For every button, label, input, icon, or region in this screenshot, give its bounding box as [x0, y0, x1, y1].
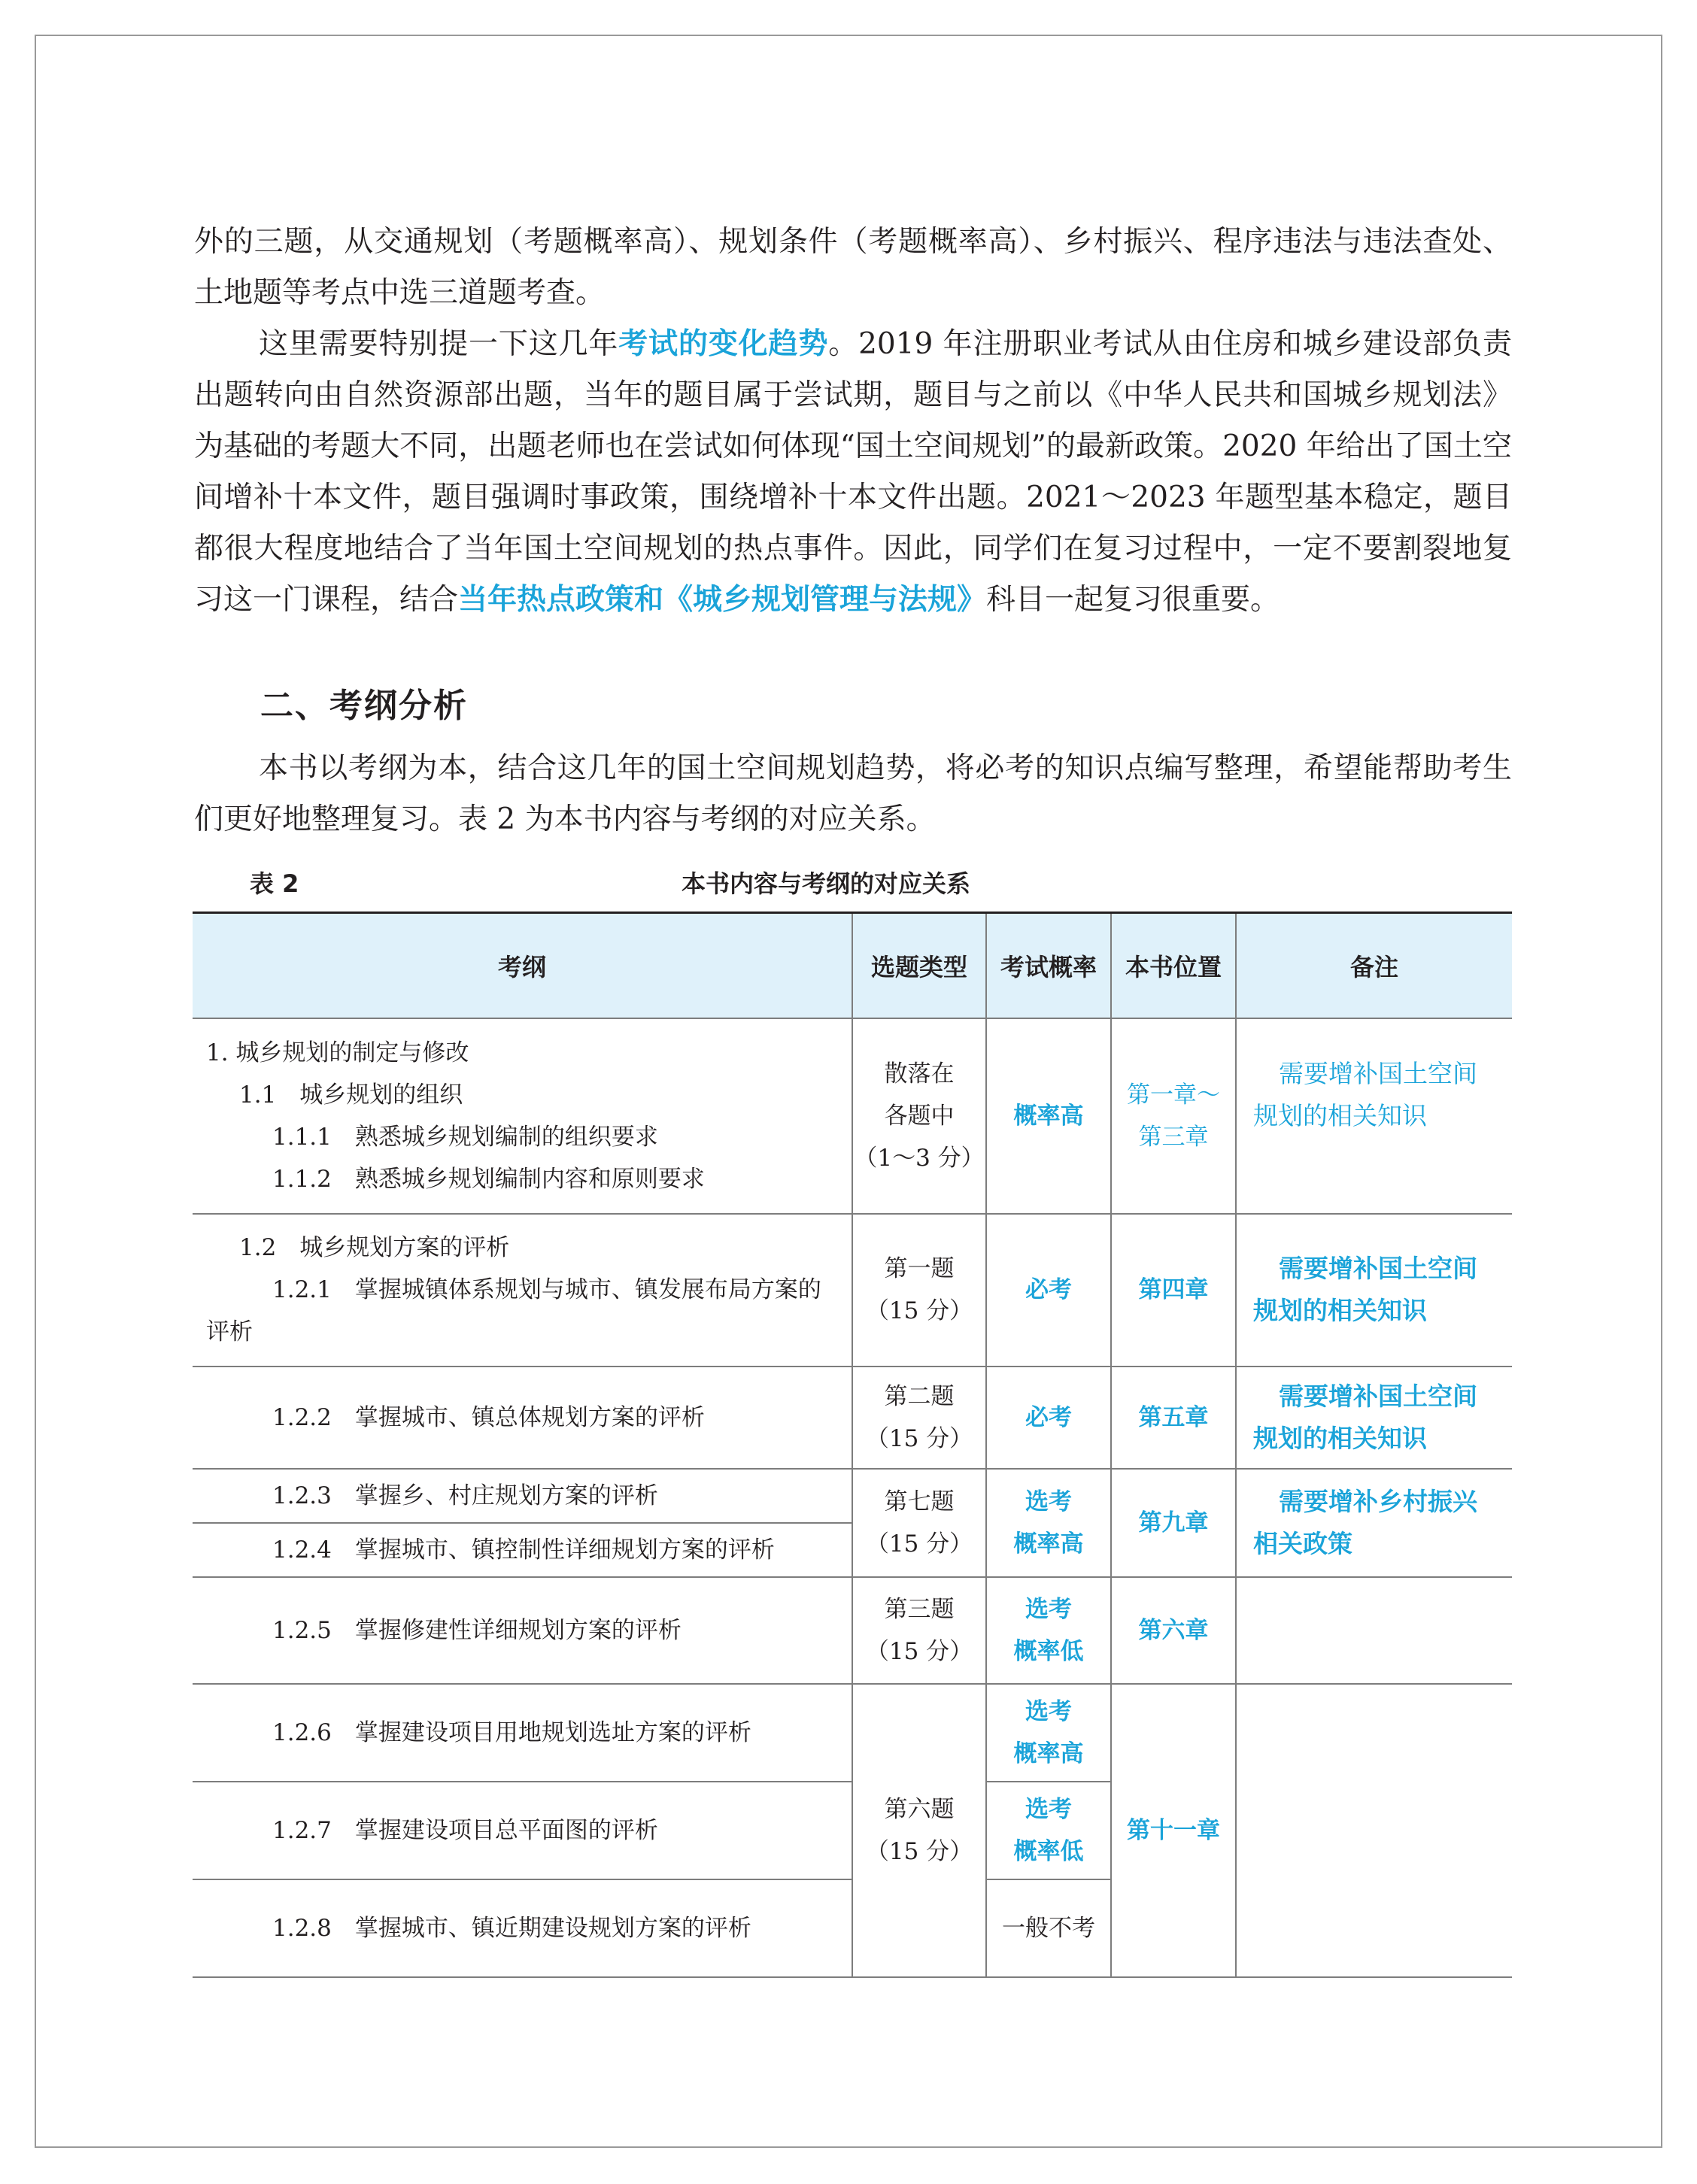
probability-cell: [986, 1577, 1111, 1684]
probability-line: 概率高: [1013, 1740, 1084, 1767]
location-cell: 第四章: [1111, 1214, 1236, 1367]
table-number: 表 2: [250, 869, 299, 898]
probability-line: 概率低: [1013, 1837, 1084, 1865]
outline-line: 1.1 城乡规划的组织: [239, 1081, 463, 1109]
probability-line: 选考: [1025, 1488, 1072, 1515]
note-text: 需要增补乡村振兴相关政策: [1253, 1486, 1477, 1558]
note-text: 需要增补国土空间规划的相关知识: [1253, 1254, 1477, 1325]
type-line: （15 分）: [865, 1837, 973, 1865]
probability-cell: 一般不考: [986, 1879, 1111, 1977]
note-text: 需要增补国土空间规划的相关知识: [1253, 1058, 1477, 1130]
question-type-cell: [852, 1214, 986, 1367]
table-row: [193, 1684, 1512, 1782]
paragraph-outline-intro: 本书以考纲为本，结合这几年的国土空间规划趋势，将必考的知识点编写整理，希望能帮助考生们更好地整理复习。表 2 为本书内容与考纲的对应关系。: [194, 751, 1512, 836]
table-row: [193, 1469, 1512, 1523]
location-cell: 第十一章: [1111, 1684, 1236, 1977]
location-line: 第一章～: [1127, 1081, 1220, 1109]
probability-line: 概率高: [1013, 1530, 1084, 1558]
outline-line: 1.2.6 掌握建设项目用地规划选址方案的评析: [272, 1718, 751, 1746]
location-cell: [1111, 1018, 1236, 1214]
probability-line: 概率低: [1013, 1637, 1084, 1665]
outline-cell: [193, 1577, 852, 1684]
header-outline: 考纲: [193, 913, 852, 1018]
section-heading: 二、考纲分析: [260, 687, 468, 725]
paragraph-trends-body: 。2019 年注册职业考试从由住房和城乡建设部负责出题转向由自然资源部出题，当年的题目属于尝试期，题目与之前以《中华人民共和国城乡规划法》为基础的考题大不同，出题老师也在尝试如何体现“国土空间规划”的最新政策。2020 年给出了国土空间增补十本文件，题目强调时事政策，围绕增补十本文件出题。2021～2023 年题型基本稳定，题目都很大程度地结合了当年国土空间规划的热点事件。因此，同学们在复习过程中，一定不要割裂地复习这一门课程，结合: [194, 327, 1512, 617]
table-caption: 本书内容与考纲的对应关系: [682, 869, 971, 898]
outline-cell: [193, 1214, 852, 1367]
type-line: 第六题: [884, 1795, 955, 1823]
outline-line: 1.2.4 掌握城市、镇控制性详细规划方案的评析: [272, 1536, 775, 1564]
header-probability: 考试概率: [986, 913, 1111, 1018]
type-line: （15 分）: [865, 1530, 973, 1558]
outline-line: 1.2.8 掌握城市、镇近期建设规划方案的评析: [272, 1914, 751, 1942]
outline-line: 1.2.3 掌握乡、村庄规划方案的评析: [272, 1482, 658, 1509]
outline-line: 1.2.7 掌握建设项目总平面图的评析: [272, 1816, 658, 1844]
outline-line: 1.2.2 掌握城市、镇总体规划方案的评析: [272, 1403, 705, 1431]
outline-line: 1.2 城乡规划方案的评析: [239, 1234, 510, 1261]
question-type-cell: [852, 1684, 986, 1977]
type-line: 各题中: [884, 1102, 955, 1130]
question-type-cell: [852, 1469, 986, 1577]
location-cell: 第九章: [1111, 1469, 1236, 1577]
probability-cell: [986, 1469, 1111, 1577]
outline-line: 1.1.2 熟悉城乡规划编制内容和原则要求: [272, 1165, 705, 1193]
probability-cell: [986, 1782, 1111, 1879]
outline-cell: [193, 1684, 852, 1782]
type-line: 第七题: [884, 1488, 955, 1515]
probability-cell: 必考: [986, 1214, 1111, 1367]
note-text: 需要增补国土空间规划的相关知识: [1253, 1381, 1477, 1453]
header-question-type: 选题类型: [852, 913, 986, 1018]
question-type-cell: [852, 1367, 986, 1469]
paragraph-trends-lead: 这里需要特别提一下这几年: [259, 327, 619, 361]
type-line: （15 分）: [865, 1297, 973, 1324]
outline-cell: [193, 1469, 852, 1523]
location-cell: 第五章: [1111, 1367, 1236, 1469]
outline-line: 1.2.5 掌握修建性详细规划方案的评析: [272, 1616, 682, 1644]
outline-cell: [193, 1782, 852, 1879]
paragraph-trends-tail: 科目一起复习很重要。: [986, 583, 1280, 617]
type-line: （1～3 分）: [854, 1144, 985, 1172]
paragraph-continuation: 外的三题，从交通规划（考题概率高）、规划条件（考题概率高）、乡村振兴、程序违法与违法查处、土地题等考点中选三道题考查。: [194, 225, 1512, 310]
highlight-exam-trends: 考试的变化趋势: [618, 327, 829, 361]
outline-line: 1.2.1 掌握城镇体系规划与城市、镇发展布局方案的评析: [206, 1276, 821, 1345]
location-line: 第三章: [1138, 1123, 1209, 1151]
outline-cell: [193, 1523, 852, 1577]
note-cell: [1236, 1577, 1512, 1684]
highlight-hot-policies: 当年热点政策和《城乡规划管理与法规》: [458, 583, 987, 617]
table-row: [193, 1367, 1512, 1469]
question-type-cell: [852, 1018, 986, 1214]
type-line: 第一题: [884, 1255, 955, 1282]
type-line: 第二题: [884, 1382, 955, 1410]
note-cell: [1236, 1018, 1512, 1214]
probability-cell: 概率高: [986, 1018, 1111, 1214]
type-line: 第三题: [884, 1595, 955, 1623]
type-line: 散落在: [884, 1060, 955, 1087]
outline-line: 1. 城乡规划的制定与修改: [206, 1039, 469, 1066]
note-cell: [1236, 1214, 1512, 1367]
outline-cell: [193, 1018, 852, 1214]
note-cell: [1236, 1684, 1512, 1977]
location-cell: 第六章: [1111, 1577, 1236, 1684]
header-note: 备注: [1236, 913, 1512, 1018]
table-header-row: [193, 913, 1512, 1018]
outline-cell: [193, 1879, 852, 1977]
note-cell: [1236, 1469, 1512, 1577]
note-cell: [1236, 1367, 1512, 1469]
probability-cell: [986, 1684, 1111, 1782]
outline-line: 1.1.1 熟悉城乡规划编制的组织要求: [272, 1123, 658, 1151]
type-line: （15 分）: [865, 1637, 973, 1665]
probability-line: 选考: [1025, 1595, 1072, 1623]
question-type-cell: [852, 1577, 986, 1684]
probability-line: 选考: [1025, 1795, 1072, 1823]
table-row: [193, 1577, 1512, 1684]
table-row: [193, 1018, 1512, 1214]
type-line: （15 分）: [865, 1424, 973, 1452]
table-row: [193, 1214, 1512, 1367]
probability-cell: 必考: [986, 1367, 1111, 1469]
paragraph-trends: [194, 319, 1512, 626]
header-location: 本书位置: [1111, 913, 1236, 1018]
probability-line: 选考: [1025, 1697, 1072, 1725]
outline-cell: [193, 1367, 852, 1469]
outline-table: [193, 912, 1512, 1978]
